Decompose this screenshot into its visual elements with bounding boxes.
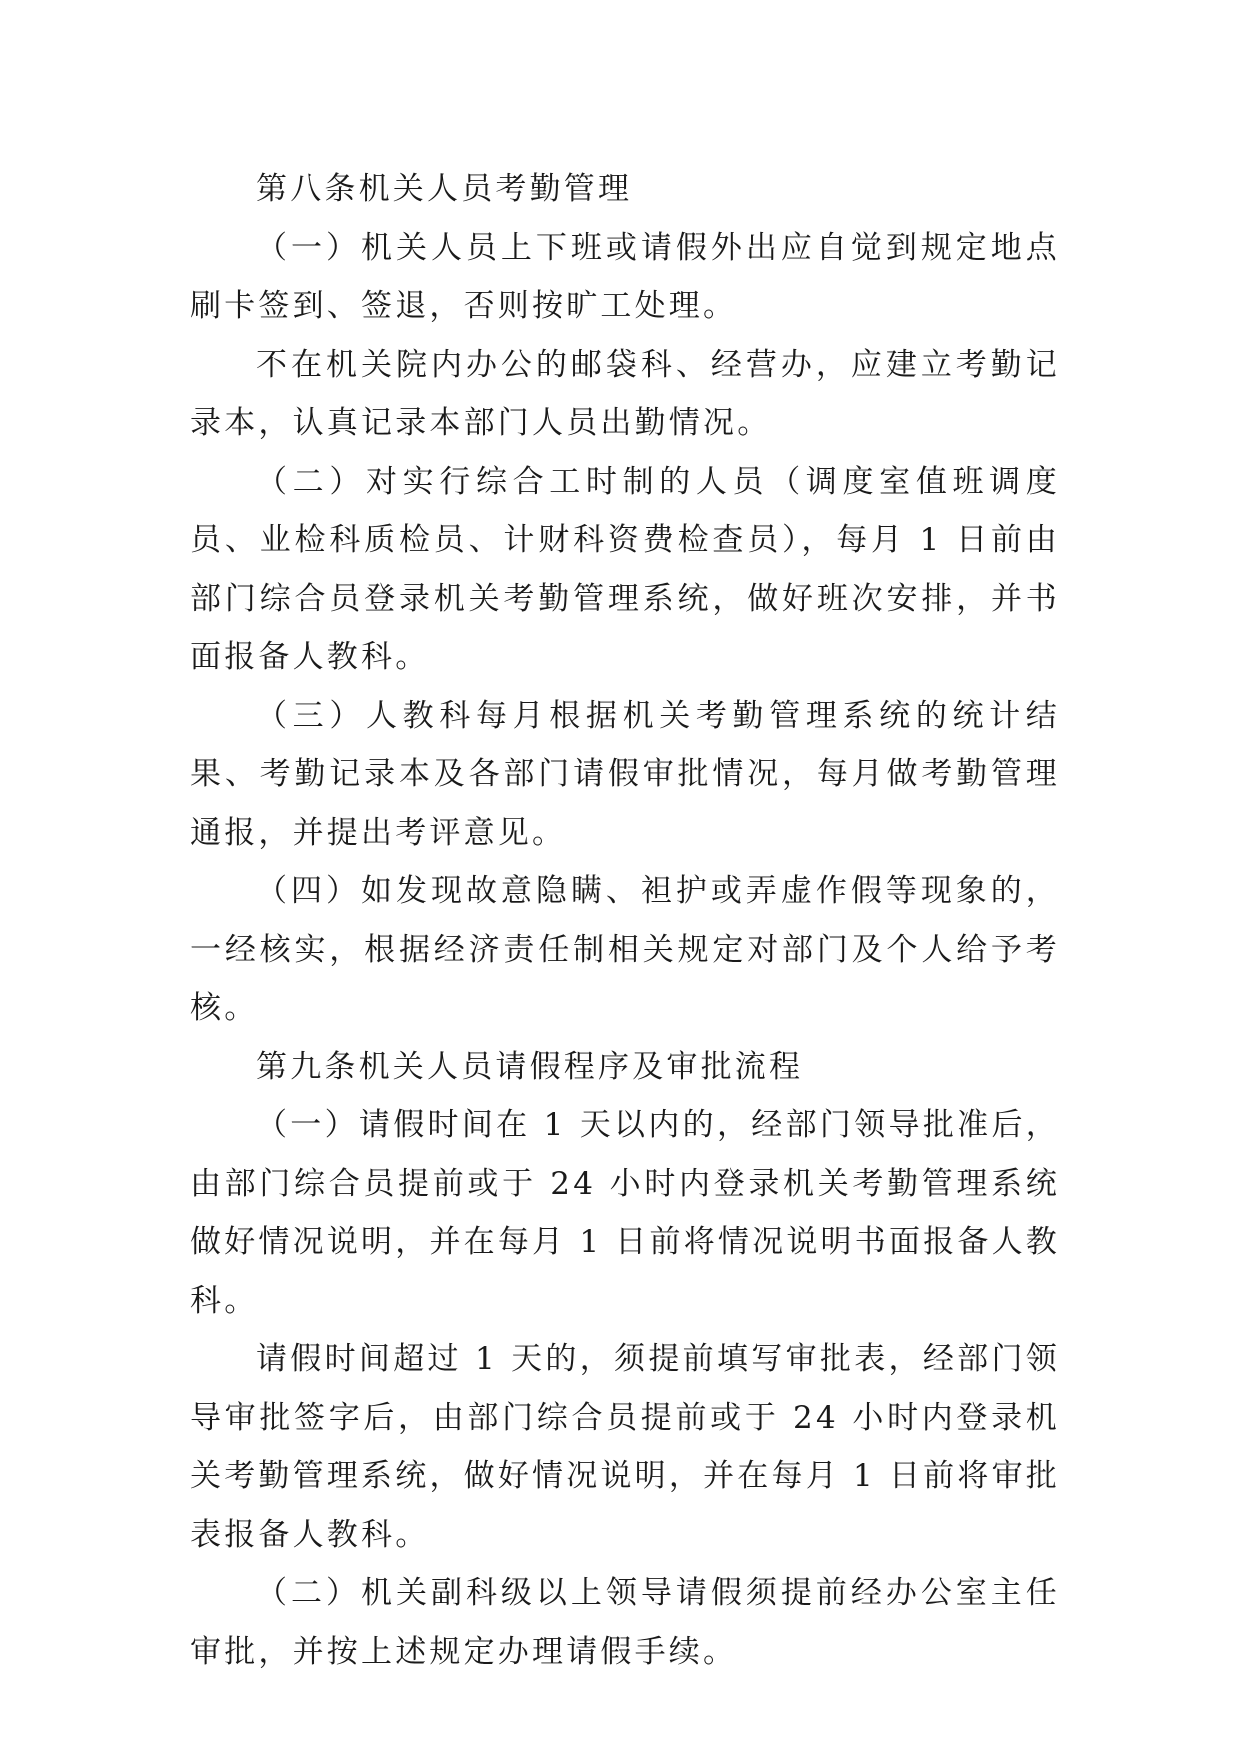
article-8-clause-3: （三）人教科每月根据机关考勤管理系统的统计结果、考勤记录本及各部门请假审批情况，每月做考勤管理通报，并提出考评意见。 xyxy=(190,697,1060,851)
article-8-clause-2: （二）对实行综合工时制的人员（调度室值班调度员、业检科质检员、计财科资费检查员），每月 1 日前由部门综合员登录机关考勤管理系统，做好班次安排，并书面报备人教科。 xyxy=(190,463,1060,675)
article-9-clause-1: （一）请假时间在 1 天以内的，经部门领导批准后，由部门综合员提前或于 24 小时内登录机关考勤管理系统做好情况说明，并在每月 1 日前将情况说明书面报备人教科。 xyxy=(190,1107,1060,1319)
document-body xyxy=(190,160,1060,1681)
article-9-heading: 第九条机关人员请假程序及审批流程 xyxy=(256,1048,804,1085)
article-8-clause-4: （四）如发现故意隐瞒、袒护或弄虚作假等现象的，一经核实，根据经济责任制相关规定对部门及个人给予考核。 xyxy=(190,873,1060,1026)
article-8-clause-1: （一）机关人员上下班或请假外出应自觉到规定地点刷卡签到、签退，否则按旷工处理。 xyxy=(190,229,1060,324)
article-8-clause-1-note: 不在机关院内办公的邮袋科、经营办，应建立考勤记录本，认真记录本部门人员出勤情况。 xyxy=(190,346,1060,441)
article-9-clause-2: （二）机关副科级以上领导请假须提前经办公室主任审批，并按上述规定办理请假手续。 xyxy=(190,1575,1060,1670)
article-8-heading: 第八条机关人员考勤管理 xyxy=(256,171,633,207)
article-9-clause-1-note: 请假时间超过 1 天的，须提前填写审批表，经部门领导审批签字后，由部门综合员提前或于 24 小时内登录机关考勤管理系统，做好情况说明，并在每月 1 日前将审批表报备人教科。 xyxy=(190,1341,1060,1553)
